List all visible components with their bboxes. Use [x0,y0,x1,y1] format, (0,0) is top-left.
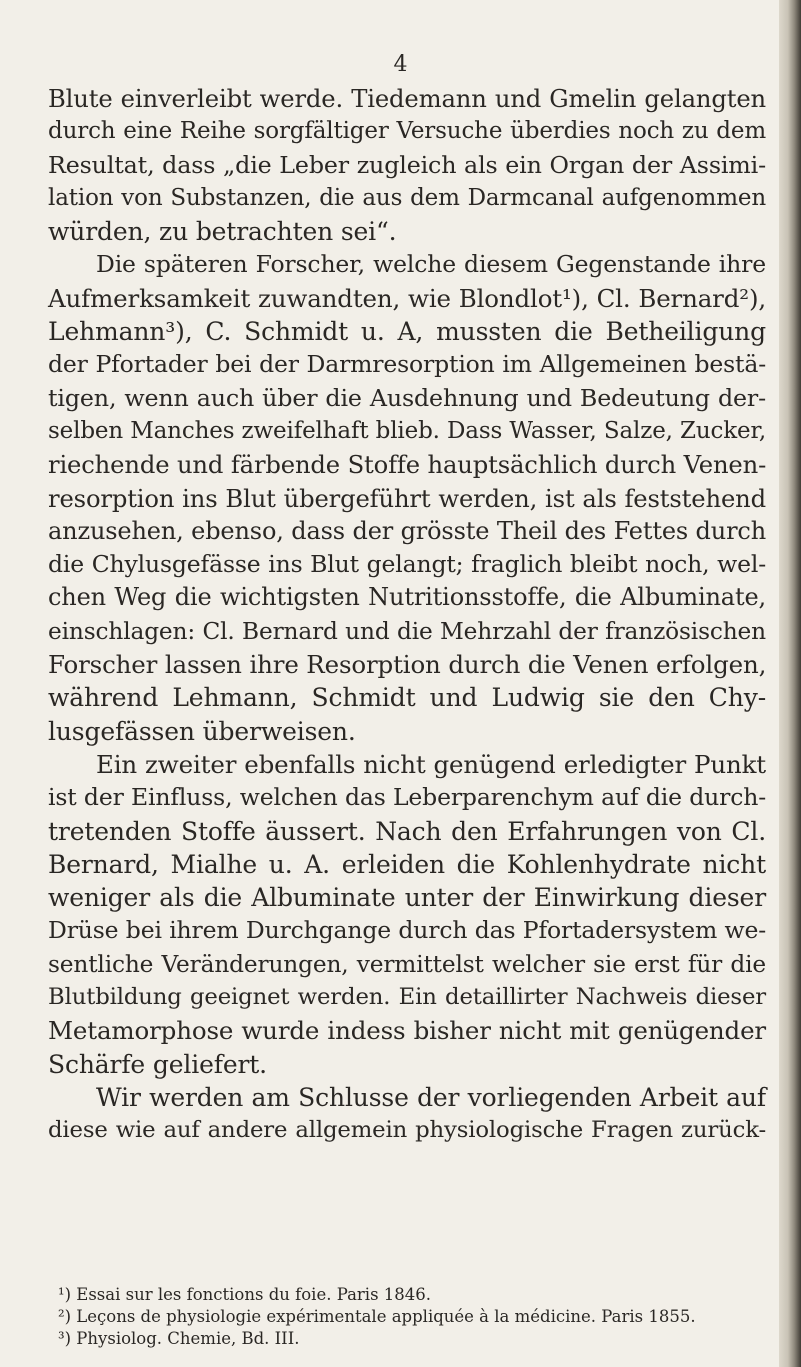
text-line: resorption ins Blut übergeführt werden, ist als feststehend [48,483,766,513]
text-line: Metamorphose wurde indess bisher nicht mit genügender [48,1016,766,1046]
text-line: einschlagen: Cl. Bernard und die Mehrzahl der französischen [48,617,766,645]
text-line: Forscher lassen ihre Resorption durch die Venen erfolgen, [48,650,767,680]
text-line: Lehmann³), C. Schmidt u. A, mussten die Betheiligung [48,317,766,347]
page-edge-shadow [779,0,801,1367]
text-line: sentliche Veränderungen, vermittelst welcher sie erst für die [48,950,766,978]
text-line: lusgefässen überweisen. [48,716,356,746]
text-line: Blute einverleibt werde. Tiedemann und Gmelin gelangten [48,84,766,113]
text-line: weniger als die Albuminate unter der Einwirkung dieser [48,883,766,913]
text-line: Blutbildung geeignet werden. Ein detaillirter Nachweis dieser [48,984,766,1011]
text-line: Ein zweiter ebenfalls nicht genügend erledigter Punkt [96,749,766,779]
text-line: Schärfe geliefert. [48,1049,267,1079]
text-line: die Chylusgefässe ins Blut gelangt; fraglich bleibt noch, wel- [48,550,766,579]
page-number: 4 [393,52,408,77]
text-line: Bernard, Mialhe u. A. erleiden die Kohlenhydrate nicht [48,849,766,879]
footnote: ²) Leçons de physiologie expérimentale appliquée à la médicine. Paris 1855. [58,1307,696,1326]
text-line: tigen, wenn auch über die Ausdehnung und Bedeutung der- [48,383,766,412]
text-line: Aufmerksamkeit zuwandten, wie Blondlot¹), Cl. Bernard²), [48,283,766,313]
text-line: der Pfortader bei der Darmresorption im Allgemeinen bestä- [48,350,766,379]
text-line: diese wie auf andere allgemein physiologische Fragen zurück- [48,1117,766,1144]
footnote: ³) Physiolog. Chemie, Bd. III. [58,1329,300,1348]
text-line: durch eine Reihe sorgfältiger Versuche überdies noch zu dem [48,118,766,145]
text-line: Drüse bei ihrem Durchgange durch das Pfortadersystem we- [48,916,766,945]
footnotes [58,1284,764,1350]
text-line: tretenden Stoffe äussert. Nach den Erfahrungen von Cl. [48,816,766,846]
text-line: ist der Einfluss, welchen das Leberparenchym auf die durch- [48,783,766,812]
text-line: riechende und färbende Stoffe hauptsächlich durch Venen- [48,450,767,480]
body-text [48,82,766,1148]
footnote: ¹) Essai sur les fonctions du foie. Paris 1846. [58,1285,432,1304]
text-line: Die späteren Forscher, welche diesem Gegenstande ihre [96,250,766,279]
text-line: Wir werden am Schlusse der vorliegenden Arbeit auf [96,1082,766,1112]
text-line: während Lehmann, Schmidt und Ludwig sie den Chy- [48,683,766,713]
text-line: selben Manches zweifelhaft blieb. Dass Wasser, Salze, Zucker, [48,417,766,444]
text-line: anzusehen, ebenso, dass der grösste Theil des Fettes durch [48,516,766,545]
text-line: chen Weg die wichtigsten Nutritionsstoffe, die Albuminate, [48,583,766,612]
text-line: lation von Substanzen, die aus dem Darmcanal aufgenommen [48,184,766,211]
text-line: würden, zu betrachten sei“. [48,217,397,247]
text-line: Resultat, dass „die Leber zugleich als ein Organ der Assimi- [48,150,766,179]
